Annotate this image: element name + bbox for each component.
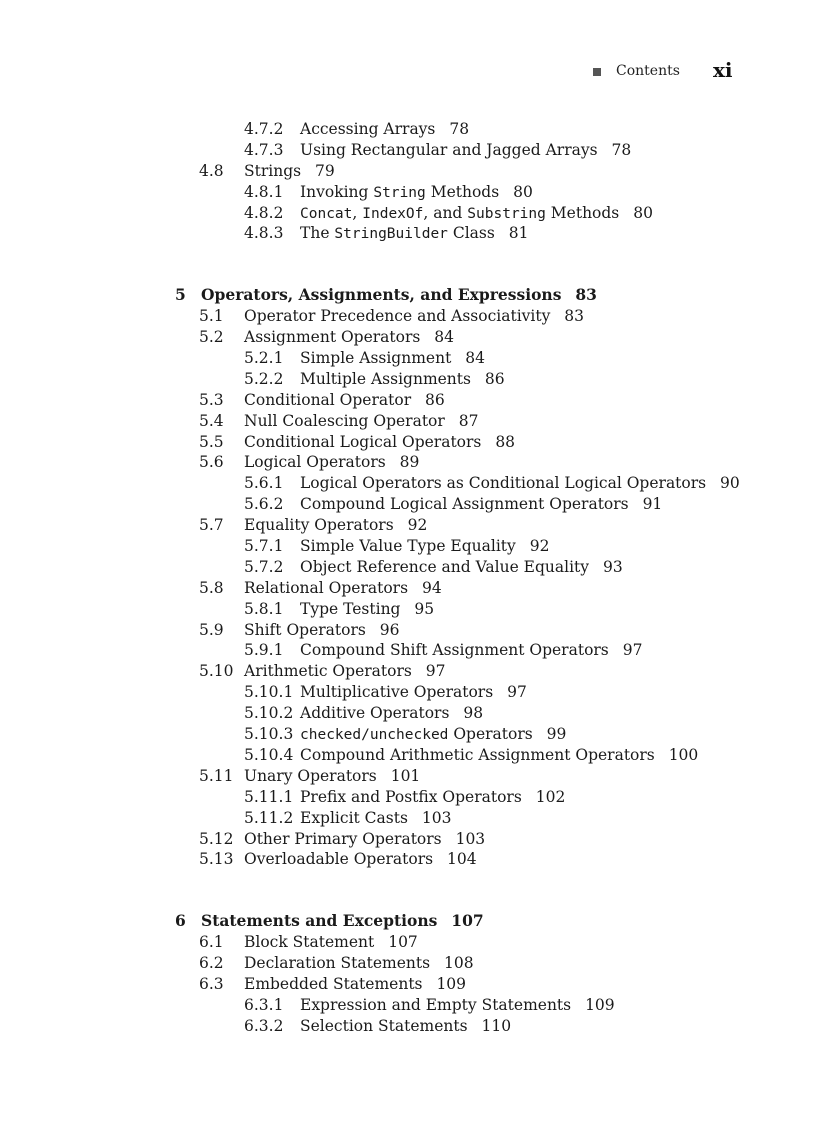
toc-section-5-13 bbox=[0, 849, 816, 870]
code-term: String bbox=[373, 184, 426, 201]
toc-entry-title: Shift Operators 96 bbox=[244, 620, 400, 639]
toc-entry-page: 93 bbox=[602, 557, 623, 576]
toc-entry-page: 108 bbox=[444, 954, 474, 973]
toc-entry-title: Relational Operators 94 bbox=[244, 578, 442, 597]
toc-entry-title: Strings 79 bbox=[244, 161, 335, 180]
toc-entry-title: Unary Operators 101 bbox=[244, 766, 421, 785]
toc-entry-title: Other Primary Operators 103 bbox=[244, 829, 486, 848]
code-term: checked/unchecked bbox=[300, 727, 449, 744]
toc-entry-page: 84 bbox=[434, 328, 455, 347]
toc-entry-page: 83 bbox=[564, 307, 585, 326]
toc-section-5-6 bbox=[0, 452, 816, 473]
toc-entry-page: 102 bbox=[535, 787, 566, 806]
toc-section-4-8 bbox=[0, 161, 816, 182]
toc-subsection-4-8-2 bbox=[0, 203, 816, 224]
toc-entry-number: 5.8 bbox=[199, 578, 224, 597]
toc-entry-page: 96 bbox=[379, 620, 400, 639]
toc-chapter-5 bbox=[0, 285, 816, 306]
toc-entry-title: Compound Logical Assignment Operators 91 bbox=[300, 495, 663, 514]
toc-entry-page: 98 bbox=[463, 704, 484, 723]
toc-entry-page: 99 bbox=[546, 725, 567, 744]
toc-entry-title: Compound Shift Assignment Operators 97 bbox=[300, 641, 643, 660]
toc-entry-title: Operator Precedence and Associativity 83 bbox=[244, 307, 585, 326]
toc-entry-title: Expression and Empty Statements 109 bbox=[300, 995, 615, 1014]
header-section-label: Contents bbox=[616, 63, 680, 79]
toc-entry-number: 5.6 bbox=[199, 453, 224, 472]
toc-entry-page: 107 bbox=[388, 933, 418, 952]
toc-subsection-5-10-1 bbox=[0, 682, 816, 703]
toc-subsection-6-3-1 bbox=[0, 995, 816, 1016]
toc-entry-number: 6.1 bbox=[199, 933, 224, 952]
toc-entry-title: Invoking String Methods 80 bbox=[300, 182, 533, 201]
toc-entry-page: 101 bbox=[390, 766, 421, 785]
toc-entry-title: Simple Value Type Equality 92 bbox=[300, 537, 550, 556]
toc-entry-number: 5.7.1 bbox=[244, 537, 284, 556]
toc-entry-page: 88 bbox=[495, 432, 516, 451]
toc-section-5-4 bbox=[0, 411, 816, 432]
toc-entry-number: 5.2.2 bbox=[244, 369, 284, 388]
toc-entry-page: 92 bbox=[407, 516, 428, 535]
toc-entry-title: Conditional Logical Operators 88 bbox=[244, 432, 516, 451]
code-term: IndexOf bbox=[362, 205, 424, 222]
toc-entry-number: 5.4 bbox=[199, 411, 224, 430]
toc-entry-title: Overloadable Operators 104 bbox=[244, 850, 477, 869]
toc-section-6-3 bbox=[0, 974, 816, 995]
toc-entry-title: Arithmetic Operators 97 bbox=[244, 662, 446, 681]
toc-entry-title: Block Statement 107 bbox=[244, 933, 418, 952]
toc-entry-title: Selection Statements 110 bbox=[300, 1016, 512, 1035]
toc-entry-page: 84 bbox=[465, 349, 485, 368]
toc-subsection-6-3-2 bbox=[0, 1016, 816, 1037]
toc-chapter-title: Statements and Exceptions 107 bbox=[201, 911, 484, 931]
toc-subsection-5-11-2 bbox=[0, 808, 816, 829]
toc-chapter-6 bbox=[0, 911, 816, 932]
toc-entry-number: 6.3 bbox=[199, 974, 224, 993]
toc-entry-number: 6.2 bbox=[199, 954, 224, 973]
toc-entry-page: 79 bbox=[315, 161, 335, 180]
toc-entry-number: 5.11 bbox=[199, 766, 234, 785]
toc-entry-number: 5.13 bbox=[199, 850, 234, 869]
toc-entry-number: 5.11.1 bbox=[244, 787, 294, 806]
toc-entry-number: 5.10.1 bbox=[244, 683, 294, 702]
toc-entry-title: checked/unchecked Operators 99 bbox=[300, 725, 567, 744]
toc-entry-number: 6.3.1 bbox=[244, 995, 284, 1014]
toc-subsection-5-7-2 bbox=[0, 557, 816, 578]
toc-entry-title: Multiple Assignments 86 bbox=[300, 369, 505, 388]
toc-entry-page: 103 bbox=[455, 829, 486, 848]
toc-entry-title: Concat, IndexOf, and Substring Methods 80 bbox=[300, 203, 653, 222]
toc-entry-title: Object Reference and Value Equality 93 bbox=[300, 557, 623, 576]
square-bullet-icon bbox=[593, 68, 601, 76]
toc-section-6-1 bbox=[0, 932, 816, 953]
toc-entry-number: 5.10.2 bbox=[244, 704, 294, 723]
toc-entry-page: 80 bbox=[513, 182, 533, 201]
toc-entry-number: 5.12 bbox=[199, 829, 234, 848]
toc-entry-page: 90 bbox=[720, 474, 740, 493]
toc-entry-number: 4.8.1 bbox=[244, 182, 284, 201]
toc-entry-page: 97 bbox=[507, 683, 527, 702]
toc-entry-title: Additive Operators 98 bbox=[300, 704, 484, 723]
toc-entry-page: 95 bbox=[414, 599, 435, 618]
toc-entry-number: 5.10 bbox=[199, 662, 234, 681]
toc-chapter-number: 5 bbox=[175, 285, 186, 305]
toc-chapter-title: Operators, Assignments, and Expressions 83 bbox=[201, 285, 597, 305]
toc-subsection-5-10-4 bbox=[0, 745, 816, 766]
toc-section-5-10 bbox=[0, 661, 816, 682]
toc-entry-title: Null Coalescing Operator 87 bbox=[244, 411, 479, 430]
toc-section-5-11 bbox=[0, 766, 816, 787]
toc-entry-page: 97 bbox=[425, 662, 446, 681]
toc-entry-page: 100 bbox=[668, 745, 699, 764]
toc-entry-page: 94 bbox=[421, 578, 442, 597]
toc-entry-number: 5.6.1 bbox=[244, 474, 284, 493]
toc-entry-title: Type Testing 95 bbox=[300, 599, 435, 618]
toc-entry-number: 5.1 bbox=[199, 307, 224, 326]
toc-subsection-5-2-2 bbox=[0, 369, 816, 390]
toc-subsection-4-8-1 bbox=[0, 182, 816, 203]
header-page-number: xi bbox=[713, 58, 733, 82]
toc-section-5-7 bbox=[0, 515, 816, 536]
toc-entry-number: 4.8.2 bbox=[244, 203, 284, 222]
toc-entry-number: 5.7 bbox=[199, 516, 224, 535]
toc-entry-title: Multiplicative Operators 97 bbox=[300, 683, 527, 702]
toc-entry-title: Simple Assignment 84 bbox=[300, 349, 485, 368]
code-term: Concat bbox=[300, 205, 353, 222]
toc-entry-number: 5.3 bbox=[199, 390, 224, 409]
toc-entry-page: 103 bbox=[421, 808, 452, 827]
toc-entry-title: Assignment Operators 84 bbox=[244, 328, 455, 347]
toc-entry-title: Declaration Statements 108 bbox=[244, 954, 474, 973]
toc-subsection-5-10-3 bbox=[0, 724, 816, 745]
toc-subsection-4-7-3 bbox=[0, 140, 816, 161]
toc-subsection-5-6-2 bbox=[0, 494, 816, 515]
toc-entry-number: 5.7.2 bbox=[244, 557, 284, 576]
running-header bbox=[0, 58, 816, 88]
toc-entry-title: Prefix and Postfix Operators 102 bbox=[300, 787, 566, 806]
toc-entry-page: 91 bbox=[642, 495, 663, 514]
toc-entry-number: 5.2.1 bbox=[244, 349, 284, 368]
toc-entry-number: 5.10.3 bbox=[244, 725, 294, 744]
toc-entry-number: 5.9 bbox=[199, 620, 224, 639]
toc-entry-page: 89 bbox=[399, 453, 420, 472]
toc-entry-number: 4.8 bbox=[199, 161, 224, 180]
toc-entry-number: 5.11.2 bbox=[244, 808, 294, 827]
toc-entry-number: 4.7.3 bbox=[244, 140, 284, 159]
code-term: StringBuilder bbox=[334, 226, 448, 243]
toc-section-5-8 bbox=[0, 578, 816, 599]
toc-section-5-5 bbox=[0, 432, 816, 453]
toc-entry-number: 5.8.1 bbox=[244, 599, 284, 618]
code-term: Substring bbox=[467, 205, 546, 222]
toc-entry-number: 6.3.2 bbox=[244, 1016, 284, 1035]
toc-subsection-5-10-2 bbox=[0, 703, 816, 724]
toc-entry-page: 87 bbox=[458, 411, 479, 430]
toc-entry-page: 80 bbox=[633, 203, 653, 222]
toc-subsection-5-2-1 bbox=[0, 348, 816, 369]
toc-entry-title: Equality Operators 92 bbox=[244, 516, 428, 535]
toc-subsection-4-8-3 bbox=[0, 223, 816, 244]
toc-subsection-5-8-1 bbox=[0, 599, 816, 620]
toc-subsection-5-9-1 bbox=[0, 640, 816, 661]
toc-subsection-5-7-1 bbox=[0, 536, 816, 557]
toc-entry-number: 5.2 bbox=[199, 328, 224, 347]
toc-entry-title: Logical Operators 89 bbox=[244, 453, 420, 472]
toc-section-5-9 bbox=[0, 620, 816, 641]
table-of-contents bbox=[0, 119, 816, 1037]
toc-entry-number: 5.5 bbox=[199, 432, 224, 451]
toc-entry-number: 5.9.1 bbox=[244, 641, 284, 660]
toc-entry-page: 109 bbox=[436, 974, 467, 993]
toc-entry-page: 78 bbox=[449, 120, 470, 138]
toc-subsection-5-6-1 bbox=[0, 473, 816, 494]
toc-chapter-number: 6 bbox=[175, 911, 186, 931]
toc-entry-page: 92 bbox=[529, 537, 550, 556]
toc-entry-page: 110 bbox=[481, 1016, 512, 1035]
toc-entry-page: 104 bbox=[447, 850, 477, 869]
toc-entry-number: 5.10.4 bbox=[244, 745, 294, 764]
toc-entry-title: Compound Arithmetic Assignment Operators 100 bbox=[300, 745, 699, 764]
toc-entry-page: 86 bbox=[484, 369, 505, 388]
toc-entry-page: 81 bbox=[508, 224, 529, 243]
toc-entry-title: Using Rectangular and Jagged Arrays 78 bbox=[300, 140, 632, 159]
toc-entry-title: Accessing Arrays 78 bbox=[300, 120, 470, 138]
toc-entry-title: The StringBuilder Class 81 bbox=[300, 224, 529, 243]
toc-section-6-2 bbox=[0, 953, 816, 974]
toc-subsection-4-7-2 bbox=[0, 119, 816, 140]
toc-entry-page: 109 bbox=[585, 995, 615, 1014]
toc-entry-title: Conditional Operator 86 bbox=[244, 390, 445, 409]
toc-section-5-3 bbox=[0, 390, 816, 411]
toc-entry-title: Logical Operators as Conditional Logical Operators 90 bbox=[300, 474, 740, 493]
toc-entry-number: 4.8.3 bbox=[244, 224, 284, 243]
toc-entry-page: 78 bbox=[611, 140, 632, 159]
toc-section-5-1 bbox=[0, 306, 816, 327]
toc-entry-page: 97 bbox=[622, 641, 643, 660]
toc-entry-page: 86 bbox=[425, 390, 445, 409]
toc-section-5-2 bbox=[0, 327, 816, 348]
toc-section-5-12 bbox=[0, 829, 816, 850]
toc-subsection-5-11-1 bbox=[0, 787, 816, 808]
toc-entry-number: 5.6.2 bbox=[244, 495, 284, 514]
toc-entry-page: 107 bbox=[451, 911, 484, 931]
toc-entry-title: Embedded Statements 109 bbox=[244, 974, 467, 993]
toc-entry-page: 83 bbox=[575, 285, 597, 305]
toc-entry-title: Explicit Casts 103 bbox=[300, 808, 452, 827]
toc-entry-number: 4.7.2 bbox=[244, 120, 284, 138]
